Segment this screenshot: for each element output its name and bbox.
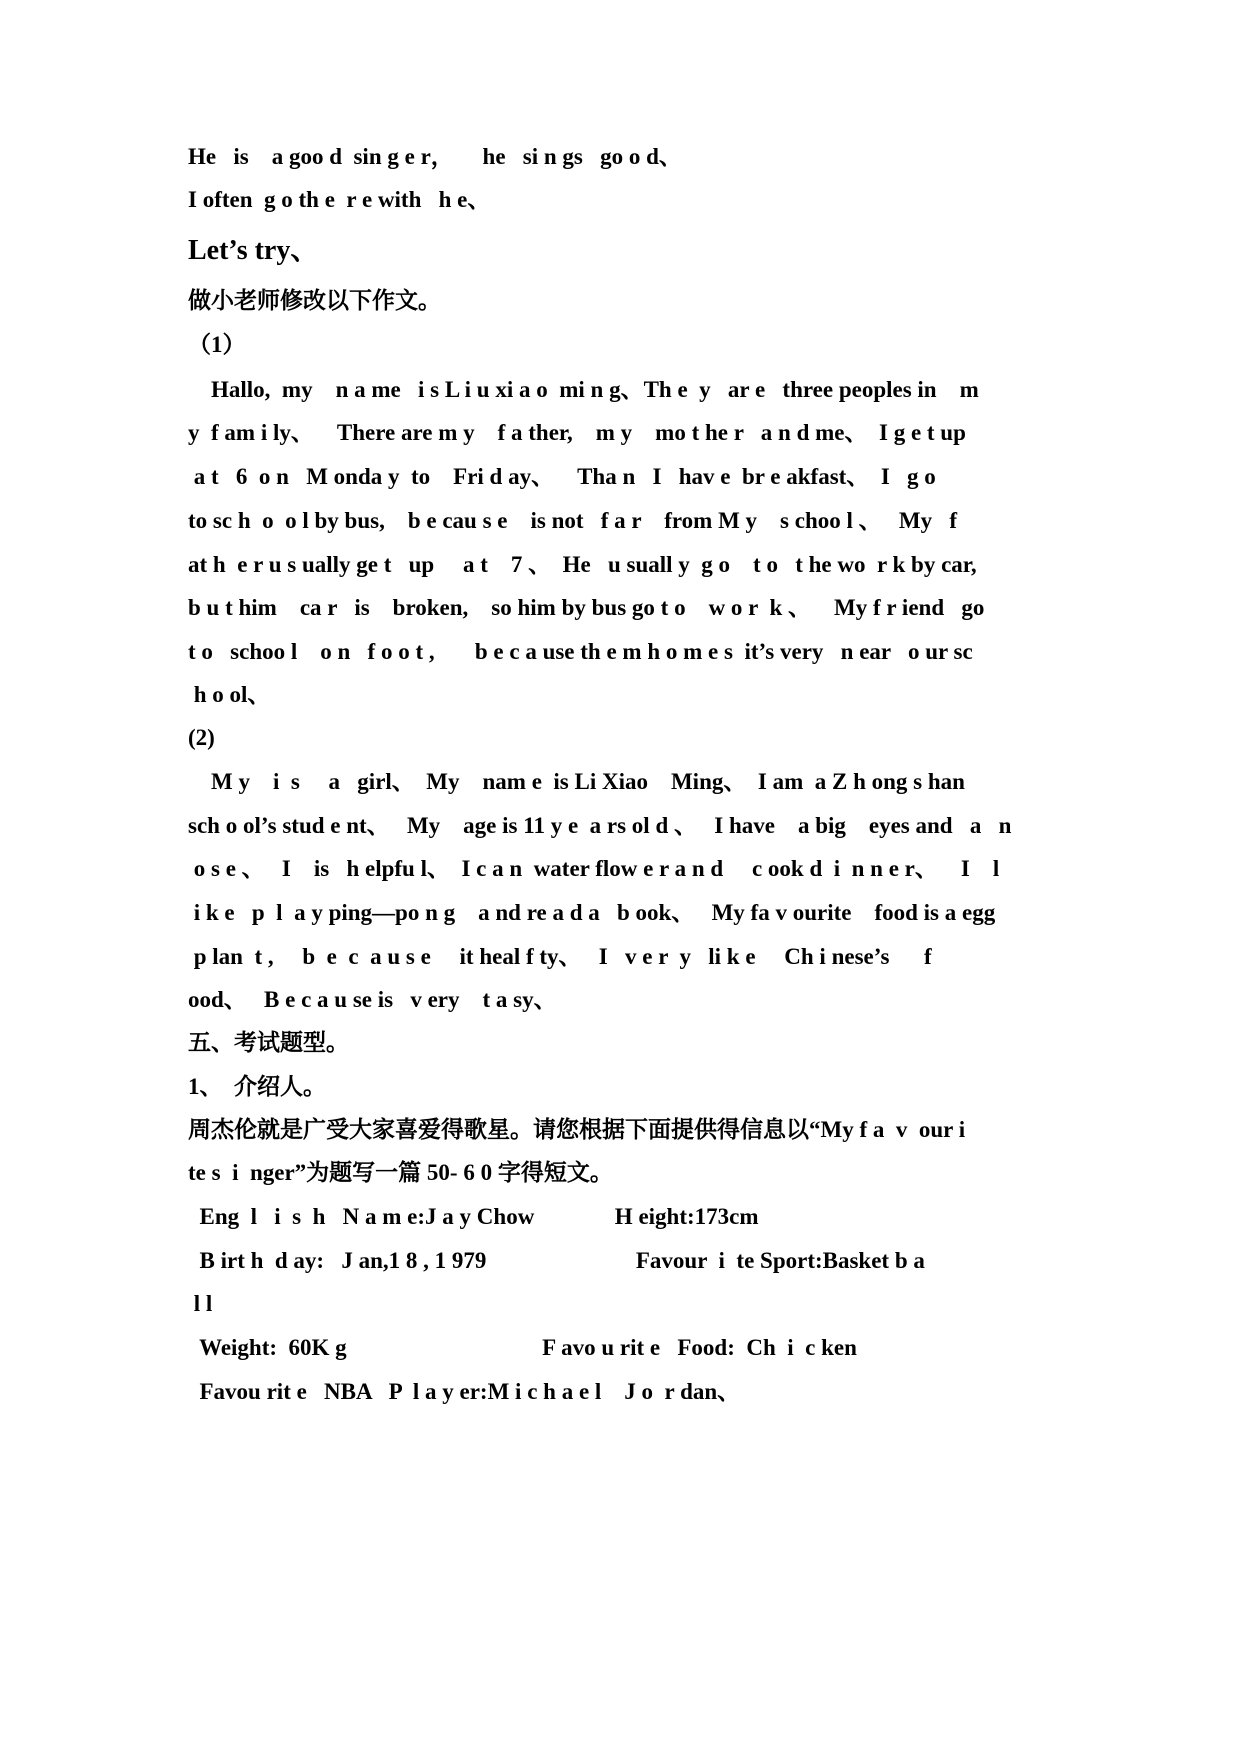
info-line: Eng l i s h N a m e:J a y Chow H eight:173cm: [188, 1204, 759, 1229]
essay-1-line: b u t him ca r is broken, so him by bus go t o w o r k 、 My f r iend go: [188, 595, 985, 620]
section-heading-lets-try: Let’s try、: [188, 235, 319, 266]
info-line: B irt h d ay: J an,1 8 , 1 979 Favour i te Sport:Basket b a: [188, 1248, 925, 1273]
item-number-2: (2): [188, 725, 215, 750]
essay-1-line: t o schoo l o n f o o t , b e c a use th e m h o m e s it’s very n ear o ur sc: [188, 639, 973, 664]
prompt-text: te s i nger”为题写一篇 50- 6 0 字得短文。: [188, 1160, 613, 1185]
essay-1-line: h o ol、: [188, 682, 271, 707]
instruction-text: 做小老师修改以下作文。: [188, 288, 441, 313]
prompt-text: 周杰伦就是广受大家喜爱得歌星。请您根据下面提供得信息以“My f a v our i: [188, 1117, 966, 1142]
example-sentence-1: He is a goo d sin g e r， he si n gs go o d、: [188, 144, 682, 169]
subsection-heading: 1、 介绍人。: [188, 1074, 326, 1099]
info-line: Weight: 60K g F avo u rit e Food: Ch i c ken: [188, 1335, 857, 1360]
essay-2-line: i k e p l a y ping—po n g a nd re a d a b ook、 My fa v ourite food is a egg: [188, 900, 996, 925]
essay-1-line: at h e r u s ually ge t up a t 7 、 He u suall y g o t o t he wo r k by car,: [188, 552, 977, 577]
essay-1-line: y f am i ly、 There are m y f a ther, m y mo t he r a n d me、 I g e t up: [188, 420, 966, 445]
essay-2-line: ood、 B e c a u se is v ery t a sy、: [188, 987, 557, 1012]
essay-2-line: sch o ol’s stud e nt、 My age is 11 y e a rs ol d 、 I have a big eyes and a n: [188, 813, 1012, 838]
info-line: l l: [188, 1291, 213, 1316]
example-sentence-2: I often g o th e r e with h e、: [188, 187, 491, 212]
essay-1-line: Hallo, my n a me i s L i u xi a o mi n g、Th e y ar e three peoples in m: [188, 377, 979, 402]
info-line: Favou rit e NBA P l a y er:M i c h a e l J o r dan、: [188, 1379, 741, 1404]
section-heading-exam: 五、考试题型。: [188, 1030, 349, 1055]
essay-2-line: M y i s a girl、 My nam e is Li Xiao Ming、 I am a Z h ong s han: [188, 769, 965, 794]
essay-2-line: o s e 、 I is h elpfu l、 I c a n water flow e r a n d c ook d i n n e r、 I l: [188, 856, 1000, 881]
essay-1-line: to sc h o o l by bus, b e cau s e is not f a r from M y s choo l 、 My f: [188, 508, 958, 533]
essay-2-line: p lan t , b e c a u s e it heal f ty、 I v e r y li k e Ch i nese’s f: [188, 944, 932, 969]
essay-1-line: a t 6 o n M onda y to Fri d ay、 Tha n I hav e br e akfast、 I g o: [188, 464, 936, 489]
item-number-1: （1）: [188, 332, 246, 357]
